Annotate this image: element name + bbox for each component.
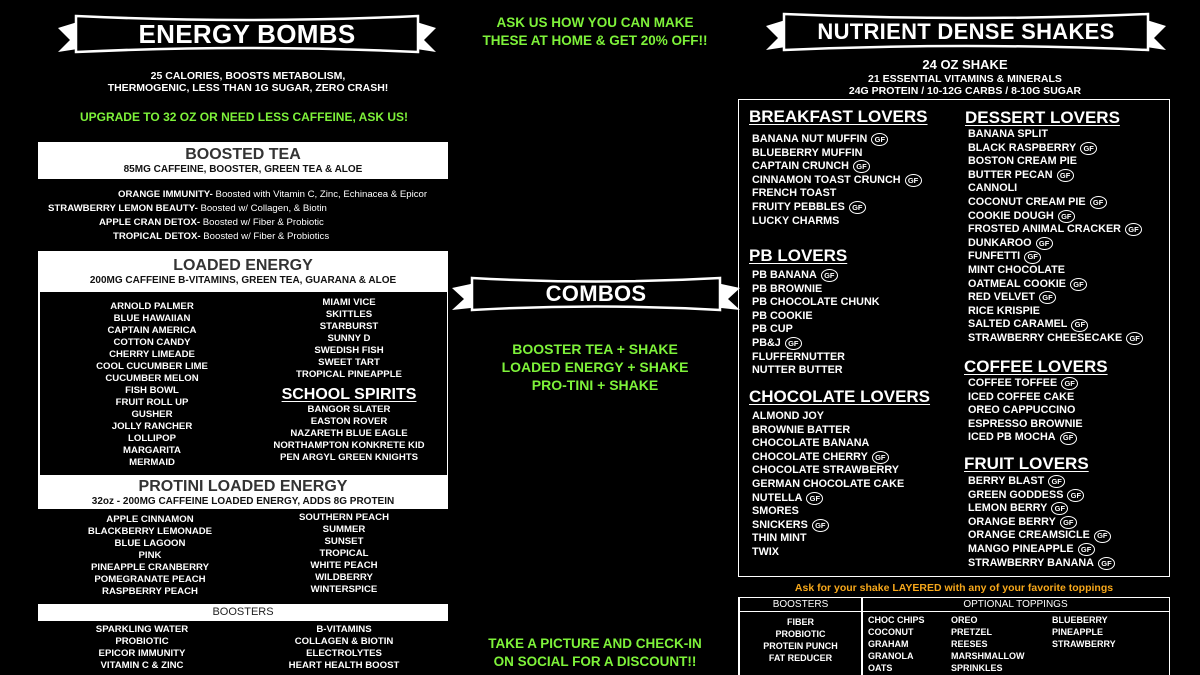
shake-item-name: SNICKERS	[752, 518, 808, 531]
protini-flavor-item: TROPICAL	[319, 548, 369, 559]
school-flavor-item: EASTON ROVER	[310, 416, 388, 427]
topping-item: OREO	[951, 615, 978, 625]
gluten-free-badge: GF	[1090, 196, 1107, 209]
protini-flavor-item: RASPBERRY PEACH	[102, 586, 198, 597]
category-items-fruit	[968, 475, 1115, 570]
shake-item	[968, 418, 1083, 432]
tea-item	[38, 230, 448, 244]
shake-item-name: RICE KRISPIE	[968, 304, 1040, 317]
gluten-free-badge: GF	[1036, 237, 1053, 250]
shake-item-name: FUNFETTI	[968, 250, 1021, 263]
gluten-free-badge: GF	[1039, 291, 1056, 304]
toppings-box-right-edge	[1169, 597, 1171, 675]
category-title-dessert: DESSERT LOVERS	[965, 108, 1120, 127]
layered-note: Ask for your shake LAYERED with any of your favorite toppings	[794, 582, 1114, 594]
loaded-energy-title: LOADED ENERGY	[173, 257, 313, 274]
shake-item-name: FRUITY PEBBLES	[752, 200, 845, 213]
shake-item-name: BROWNIE BATTER	[752, 423, 851, 436]
topping-item: GRANOLA	[868, 651, 914, 661]
category-title-pb: PB LOVERS	[749, 246, 848, 265]
tea-item-desc: Boosted w/ Fiber & Probiotics	[200, 231, 330, 242]
shake-item-name: FRENCH TOAST	[752, 187, 837, 200]
topping-item: BLUEBERRY	[1052, 615, 1108, 625]
shake-item	[968, 502, 1115, 516]
shake-item-name: GREEN GODDESS	[968, 488, 1064, 501]
flavor-item: GUSHER	[131, 409, 173, 420]
shake-item	[968, 250, 1143, 264]
shake-item-name: ORANGE CREAMSICLE	[968, 529, 1090, 542]
shake-item-name: CHOCOLATE BANANA	[752, 437, 870, 450]
shake-item	[752, 519, 904, 533]
tea-item-name: ORANGE IMMUNITY-	[118, 189, 213, 200]
shake-item	[752, 201, 922, 215]
topping-item: COCONUT	[868, 627, 914, 637]
shake-item-name: ESPRESSO BROWNIE	[968, 417, 1083, 430]
promo-line: THESE AT HOME & GET 20% OFF!!	[482, 33, 708, 48]
gluten-free-badge: GF	[1057, 169, 1074, 182]
flavor-item: BLUE HAWAIIAN	[113, 313, 191, 324]
protini-flavor-item: BLACKBERRY LEMONADE	[87, 526, 213, 537]
protini-flavor-item: BLUE LAGOON	[114, 538, 186, 549]
shake-item	[968, 210, 1143, 224]
tea-item-desc: Boosted w/ Fiber & Probiotic	[200, 217, 324, 228]
shake-booster-item: FIBER	[787, 617, 814, 627]
toppings-col2	[951, 615, 1025, 675]
shake-item	[752, 310, 880, 324]
shake-item	[752, 410, 904, 424]
flavor-item: TROPICAL PINEAPPLE	[296, 369, 402, 380]
boosted-tea-header	[38, 142, 448, 179]
shake-item	[968, 557, 1115, 571]
shake-item-name: COCONUT CREAM PIE	[968, 195, 1086, 208]
shake-item-name: BANANA NUT MUFFIN	[752, 133, 868, 145]
shake-item-name: NUTTER BUTTER	[752, 364, 843, 377]
shake-item-name: OREO CAPPUCCINO	[968, 404, 1076, 417]
shake-item	[968, 223, 1143, 237]
shake-item	[968, 291, 1143, 305]
toppings-title: OPTIONAL TOPPINGS	[963, 599, 1068, 610]
shake-item-name: MINT CHOCOLATE	[968, 263, 1065, 276]
toppings-top-line	[738, 597, 1170, 598]
topping-item: STRAWBERRY	[1052, 639, 1116, 649]
social-line: ON SOCIAL FOR A DISCOUNT!!	[493, 654, 697, 669]
gluten-free-badge: GF	[1078, 543, 1095, 556]
shake-item	[752, 133, 922, 147]
shake-item-name: LUCKY CHARMS	[752, 214, 840, 227]
flavor-item: COOL CUCUMBER LIME	[96, 361, 208, 372]
flavor-item: STARBURST	[319, 321, 379, 332]
school-flavor-item: NORTHAMPTON KONKRETE KID	[273, 440, 425, 451]
shake-item-name: BUTTER PECAN	[968, 168, 1053, 181]
shake-item-name: ICED COFFEE CAKE	[968, 390, 1075, 403]
gluten-free-badge: GF	[905, 174, 922, 187]
shake-item-name: COOKIE DOUGH	[968, 209, 1054, 222]
shake-item-name: THIN MINT	[752, 532, 807, 545]
category-items-dessert	[968, 128, 1143, 346]
toppings-col1	[868, 615, 925, 675]
gluten-free-badge: GF	[853, 160, 870, 173]
boosters-right	[254, 624, 434, 672]
protini-flavors-right	[254, 512, 434, 596]
flavor-item: SUNNY D	[327, 333, 371, 344]
shake-item-name: BLUEBERRY MUFFIN	[752, 146, 863, 159]
shake-item	[968, 404, 1083, 418]
flavor-item: MERMAID	[129, 457, 175, 468]
energy-bombs-banner	[58, 12, 436, 56]
flavor-item: FRUIT ROLL UP	[115, 397, 189, 408]
protini-flavor-item: WINTERSPICE	[310, 584, 378, 595]
category-title-breakfast: BREAKFAST LOVERS	[749, 107, 928, 126]
shake-item	[968, 264, 1143, 278]
topping-item: CHOC CHIPS	[868, 615, 925, 625]
shake-item-name: STRAWBERRY BANANA	[968, 556, 1094, 569]
shake-item-name: DUNKAROO	[968, 236, 1032, 249]
shake-item	[968, 377, 1083, 391]
shake-item-name: SALTED CARAMEL	[968, 318, 1068, 331]
gluten-free-badge: GF	[872, 451, 889, 464]
school-spirits-title: SCHOOL SPIRITS	[281, 386, 417, 403]
combo-item: PRO-TINI + SHAKE	[531, 377, 659, 393]
school-spirits-list	[258, 404, 440, 464]
flavor-item: SWEET TART	[318, 357, 380, 368]
gluten-free-badge: GF	[812, 519, 829, 532]
combo-item: LOADED ENERGY + SHAKE	[501, 359, 689, 375]
booster-item: VITAMIN C & ZINC	[100, 660, 184, 671]
flavor-item: MARGARITA	[123, 445, 181, 456]
protini-flavor-item: WILDBERRY	[315, 572, 373, 583]
protini-flavor-item: APPLE CINNAMON	[106, 514, 194, 525]
shake-item	[752, 283, 880, 297]
shake-item	[752, 269, 880, 283]
category-items-coffee	[968, 377, 1083, 445]
energy-desc-line: 25 CALORIES, BOOSTS METABOLISM,	[150, 70, 346, 82]
shake-item	[968, 169, 1143, 183]
gluten-free-badge: GF	[1126, 332, 1143, 345]
boosted-tea-list	[38, 188, 448, 244]
shake-item-name: TWIX	[752, 545, 779, 558]
topping-item: GRAHAM	[868, 639, 909, 649]
gluten-free-badge: GF	[1098, 557, 1115, 570]
category-title-chocolate: CHOCOLATE LOVERS	[749, 387, 931, 406]
shake-item	[752, 492, 904, 506]
gluten-free-badge: GF	[806, 492, 823, 505]
tea-item	[38, 188, 448, 202]
protini-flavor-item: PINK	[138, 550, 162, 561]
promo-text	[470, 14, 720, 50]
flavor-item: CAPTAIN AMERICA	[107, 325, 197, 336]
shakes-banner	[766, 10, 1166, 54]
gluten-free-badge: GF	[1024, 251, 1041, 264]
loaded-energy-border-right	[447, 292, 449, 475]
topping-item: PRETZEL	[951, 627, 993, 637]
shake-info-line: 21 ESSENTIAL VITAMINS & MINERALS	[868, 73, 1062, 85]
shake-item-name: SMORES	[752, 505, 799, 518]
gluten-free-badge: GF	[1080, 142, 1097, 155]
shake-item	[752, 532, 904, 546]
shake-item-name: CANNOLI	[968, 182, 1018, 195]
gluten-free-badge: GF	[785, 337, 802, 350]
shake-boosters-list	[740, 617, 861, 665]
protini-header	[38, 475, 448, 509]
shake-item	[968, 529, 1115, 543]
gluten-free-badge: GF	[1051, 502, 1068, 515]
booster-item: COLLAGEN & BIOTIN	[294, 636, 394, 647]
protini-flavor-item: SOUTHERN PEACH	[298, 512, 390, 523]
shake-item	[752, 337, 880, 351]
boosted-tea-title: BOOSTED TEA	[185, 146, 301, 163]
loaded-energy-border-left	[38, 292, 40, 475]
shake-item-name: FLUFFERNUTTER	[752, 350, 845, 363]
loaded-energy-header	[38, 251, 448, 292]
shake-item-name: PB BANANA	[752, 269, 817, 281]
shake-item	[968, 391, 1083, 405]
gluten-free-badge: GF	[821, 269, 838, 282]
tea-item	[38, 202, 448, 216]
flavor-item: SKITTLES	[325, 309, 373, 320]
protini-flavor-item: SUMMER	[322, 524, 366, 535]
flavor-item: FISH BOWL	[125, 385, 179, 396]
loaded-energy-flavors-left	[62, 301, 242, 469]
flavor-item: CUCUMBER MELON	[105, 373, 199, 384]
gluten-free-badge: GF	[1060, 432, 1077, 445]
shake-item-name: PB COOKIE	[752, 309, 813, 322]
shake-item	[752, 464, 904, 478]
combos-list	[470, 340, 720, 394]
shake-item	[752, 351, 880, 365]
shake-booster-item: PROBIOTIC	[775, 629, 826, 639]
shake-item	[752, 364, 880, 378]
shake-item	[968, 543, 1115, 557]
boosters-header	[38, 604, 448, 621]
shake-item-name: ALMOND JOY	[752, 410, 824, 422]
shake-boosters-title: BOOSTERS	[772, 599, 829, 610]
shake-item-name: CHOCOLATE CHERRY	[752, 450, 868, 463]
boosted-tea-subtitle: 85MG CAFFEINE, BOOSTER, GREEN TEA & ALOE	[123, 164, 363, 175]
flavor-item: SWEDISH FISH	[314, 345, 384, 356]
shake-size: 24 OZ SHAKE	[922, 57, 1008, 72]
category-items-breakfast	[752, 133, 922, 228]
flavor-item: LOLLIPOP	[128, 433, 176, 444]
topping-item: SPRINKLES	[951, 663, 1003, 673]
shake-item-name: OATMEAL COOKIE	[968, 277, 1066, 290]
loaded-energy-subtitle: 200MG CAFFEINE B-VITAMINS, GREEN TEA, GUARANA & ALOE	[89, 275, 397, 286]
shake-item	[968, 318, 1143, 332]
protini-flavor-item: POMEGRANATE PEACH	[94, 574, 206, 585]
shake-item	[752, 187, 922, 201]
shake-item-name: PB&J	[752, 336, 781, 349]
shake-item	[752, 147, 922, 161]
topping-item: PINEAPPLE	[1052, 627, 1104, 637]
tea-item-name: STRAWBERRY LEMON BEAUTY-	[48, 203, 198, 214]
combo-item: BOOSTER TEA + SHAKE	[512, 341, 678, 357]
energy-description	[68, 71, 428, 94]
gluten-free-badge: GF	[1067, 489, 1084, 502]
protini-flavors-left	[58, 514, 242, 598]
shake-item	[968, 305, 1143, 319]
tea-item-name: TROPICAL DETOX-	[113, 231, 201, 242]
shake-item-name: NUTELLA	[752, 491, 803, 504]
shake-item-name: BLACK RASPBERRY	[968, 141, 1077, 154]
category-items-chocolate	[752, 410, 904, 560]
protini-flavor-item: PINEAPPLE CRANBERRY	[91, 562, 209, 573]
shake-item	[752, 323, 880, 337]
gluten-free-badge: GF	[1094, 530, 1111, 543]
category-items-pb	[752, 269, 880, 378]
shake-item-name: BOSTON CREAM PIE	[968, 155, 1077, 168]
shake-item	[968, 196, 1143, 210]
flavor-item: ARNOLD PALMER	[110, 301, 194, 312]
school-flavor-item: BANGOR SLATER	[307, 404, 391, 415]
protini-subtitle: 32oz - 200MG CAFFEINE LOADED ENERGY, ADDS 8G PROTEIN	[91, 496, 395, 507]
shake-item	[752, 296, 880, 310]
gluten-free-badge: GF	[1070, 278, 1087, 291]
shake-item	[752, 505, 904, 519]
gluten-free-badge: GF	[1061, 377, 1078, 390]
booster-item: ELECTROLYTES	[306, 648, 382, 659]
gluten-free-badge: GF	[1071, 319, 1088, 332]
shake-item-name: LEMON BERRY	[968, 502, 1048, 515]
flavor-item: MIAMI VICE	[322, 297, 376, 308]
shake-item-name: PB CHOCOLATE CHUNK	[752, 296, 880, 309]
toppings-header-line	[738, 611, 1170, 612]
shake-item	[968, 489, 1115, 503]
shake-item	[752, 546, 904, 560]
upgrade-note: UPGRADE TO 32 OZ OR NEED LESS CAFFEINE, ASK US!	[79, 110, 409, 124]
shake-item-name: CINNAMON TOAST CRUNCH	[752, 173, 901, 186]
topping-item: REESES	[951, 639, 988, 649]
shake-item	[968, 475, 1115, 489]
flavor-item: COTTON CANDY	[113, 337, 191, 348]
shake-booster-item: FAT REDUCER	[768, 653, 833, 663]
combos-banner	[452, 274, 740, 314]
shake-item	[752, 215, 922, 229]
protini-flavor-item: SUNSET	[324, 536, 364, 547]
shake-item-name: BERRY BLAST	[968, 475, 1045, 487]
tea-item-desc: Boosted with Vitamin C, Zinc, Echinacea & Epicor	[212, 189, 428, 200]
gluten-free-badge: GF	[1048, 475, 1065, 488]
shake-item	[968, 237, 1143, 251]
shake-item	[968, 155, 1143, 169]
energy-bombs-title: ENERGY BOMBS	[138, 18, 356, 49]
shake-item	[752, 174, 922, 188]
booster-item: B-VITAMINS	[316, 624, 372, 635]
shake-item	[968, 516, 1115, 530]
tea-item-desc: Boosted w/ Collagen, & Biotin	[197, 203, 327, 214]
shake-item	[968, 128, 1143, 142]
booster-item: HEART HEALTH BOOST	[288, 660, 400, 671]
shake-item-name: CHOCOLATE STRAWBERRY	[752, 464, 899, 477]
shake-booster-item: PROTEIN PUNCH	[763, 641, 838, 651]
combos-title: COMBOS	[545, 281, 647, 306]
shake-item	[968, 332, 1143, 346]
gluten-free-badge: GF	[1058, 210, 1075, 223]
boosters-left	[52, 624, 232, 672]
shake-item-name: GERMAN CHOCOLATE CAKE	[752, 477, 905, 490]
shake-item	[752, 160, 922, 174]
booster-item: PROBIOTIC	[115, 636, 169, 647]
shake-item	[752, 437, 904, 451]
boosters-title: BOOSTERS	[212, 606, 274, 618]
tea-item-name: APPLE CRAN DETOX-	[99, 217, 201, 228]
gluten-free-badge: GF	[871, 133, 888, 146]
flavor-item: JOLLY RANCHER	[111, 421, 193, 432]
energy-desc-line: THERMOGENIC, LESS THAN 1G SUGAR, ZERO CRASH!	[107, 81, 389, 94]
shake-item	[752, 451, 904, 465]
shake-item-name: PB CUP	[752, 323, 793, 336]
shake-item	[752, 478, 904, 492]
shake-item-name: COFFEE TOFFEE	[968, 377, 1058, 389]
category-title-coffee: COFFEE LOVERS	[964, 357, 1108, 376]
flavor-item: CHERRY LIMEADE	[109, 349, 195, 360]
booster-item: EPICOR IMMUNITY	[98, 648, 186, 659]
gluten-free-badge: GF	[849, 201, 866, 214]
shake-item-name: PB BROWNIE	[752, 282, 823, 295]
shake-info-line: 24G PROTEIN / 10-12G CARBS / 8-10G SUGAR	[848, 84, 1082, 97]
shakes-title: NUTRIENT DENSE SHAKES	[817, 19, 1115, 44]
shake-item	[752, 424, 904, 438]
toppings-col3	[1052, 615, 1116, 651]
social-line: TAKE A PICTURE AND CHECK-IN	[488, 636, 702, 651]
topping-item: OATS	[868, 663, 893, 673]
shake-item	[968, 142, 1143, 156]
shake-item	[968, 278, 1143, 292]
shake-item-name: ICED PB MOCHA	[968, 431, 1056, 444]
promo-line: ASK US HOW YOU CAN MAKE	[496, 15, 694, 30]
gluten-free-badge: GF	[1125, 223, 1142, 236]
school-flavor-item: PEN ARGYL GREEN KNIGHTS	[279, 452, 419, 463]
protini-flavor-item: WHITE PEACH	[310, 560, 378, 571]
shake-item-name: STRAWBERRY CHEESECAKE	[968, 331, 1123, 344]
tea-item	[38, 216, 448, 230]
shake-item	[968, 182, 1143, 196]
social-note	[462, 635, 728, 671]
shake-item-name: MANGO PINEAPPLE	[968, 542, 1074, 555]
shake-item-name: FROSTED ANIMAL CRACKER	[968, 223, 1121, 236]
loaded-energy-flavors-right	[258, 297, 440, 381]
gluten-free-badge: GF	[1060, 516, 1077, 529]
shake-item-name: CAPTAIN CRUNCH	[752, 160, 849, 173]
topping-item: MARSHMALLOW	[951, 651, 1025, 661]
shake-item-name: ORANGE BERRY	[968, 515, 1056, 528]
protini-title: PROTINI LOADED ENERGY	[138, 478, 348, 495]
booster-item: SPARKLING WATER	[95, 624, 189, 635]
shake-item	[968, 431, 1083, 445]
category-title-fruit: FRUIT LOVERS	[964, 454, 1089, 473]
shake-item-name: BANANA SPLIT	[968, 128, 1048, 140]
shake-info	[820, 74, 1110, 97]
school-flavor-item: NAZARETH BLUE EAGLE	[290, 428, 408, 439]
shake-item-name: RED VELVET	[968, 291, 1035, 304]
